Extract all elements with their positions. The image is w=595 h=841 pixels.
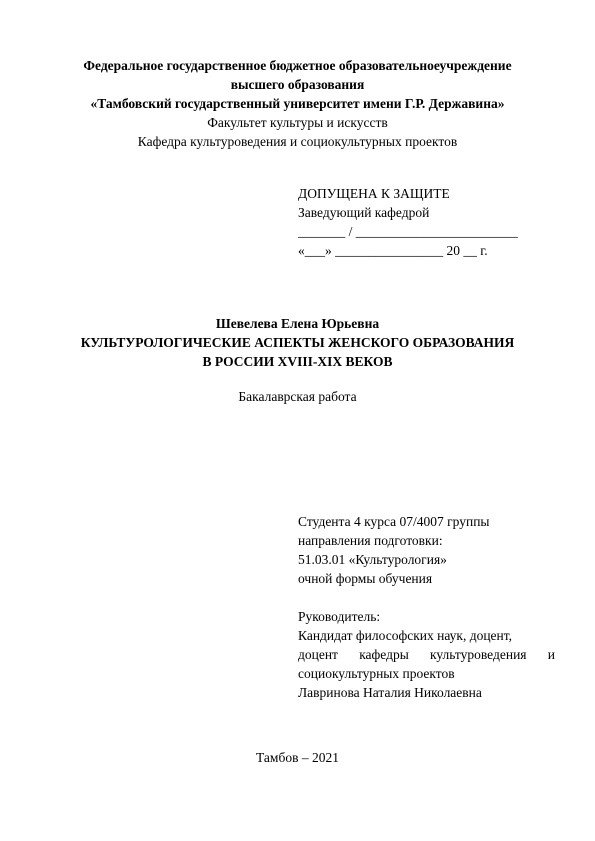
supervisor-position-word: кафедры (359, 647, 409, 662)
supervisor-degree: Кандидат философских наук, доцент, (298, 628, 513, 643)
department-name: Кафедра культуроведения и социокультурных проектов (137, 134, 458, 149)
city-year: Тамбов – 2021 (256, 750, 339, 765)
approval-date-line: «___» ________________ 20 __ г. (298, 243, 488, 258)
institution-line-2: высшего образования (230, 77, 365, 92)
student-line-4: очной формы обучения (298, 571, 433, 586)
university-name: «Тамбовский государственный университет имени Г.Р. Державина» (90, 96, 505, 111)
student-line-1: Студента 4 курса 07/4007 группы (298, 514, 490, 529)
signature-line: _______ / ________________________ (298, 224, 518, 239)
supervisor-position-line-1 (298, 645, 555, 664)
supervisor-label: Руководитель: (298, 609, 381, 624)
work-title-line-2: В РОССИИ XVIII-XIX ВЕКОВ (202, 354, 393, 369)
supervisor-name: Лавринова Наталия Николаевна (298, 685, 482, 700)
work-type: Бакалаврская работа (238, 389, 357, 404)
supervisor-position-word: культуроведения (430, 647, 527, 662)
student-line-2: направления подготовки: (298, 533, 443, 548)
supervisor-position-word: и (547, 647, 555, 662)
institution-line-1: Федеральное государственное бюджетное образовательноеучреждение (83, 58, 512, 73)
student-line-3: 51.03.01 «Культурология» (298, 552, 447, 567)
work-title-line-1: КУЛЬТУРОЛОГИЧЕСКИЕ АСПЕКТЫ ЖЕНСКОГО ОБРАЗОВАНИЯ (80, 335, 515, 350)
approval-title: ДОПУЩЕНА К ЗАЩИТЕ (298, 186, 450, 201)
approval-head: Заведующий кафедрой (298, 205, 430, 220)
supervisor-position-line-2: социокультурных проектов (298, 666, 455, 681)
author-name: Шевелева Елена Юрьевна (215, 316, 380, 331)
faculty-name: Факультет культуры и искусств (207, 115, 388, 130)
supervisor-position-word: доцент (298, 647, 338, 662)
